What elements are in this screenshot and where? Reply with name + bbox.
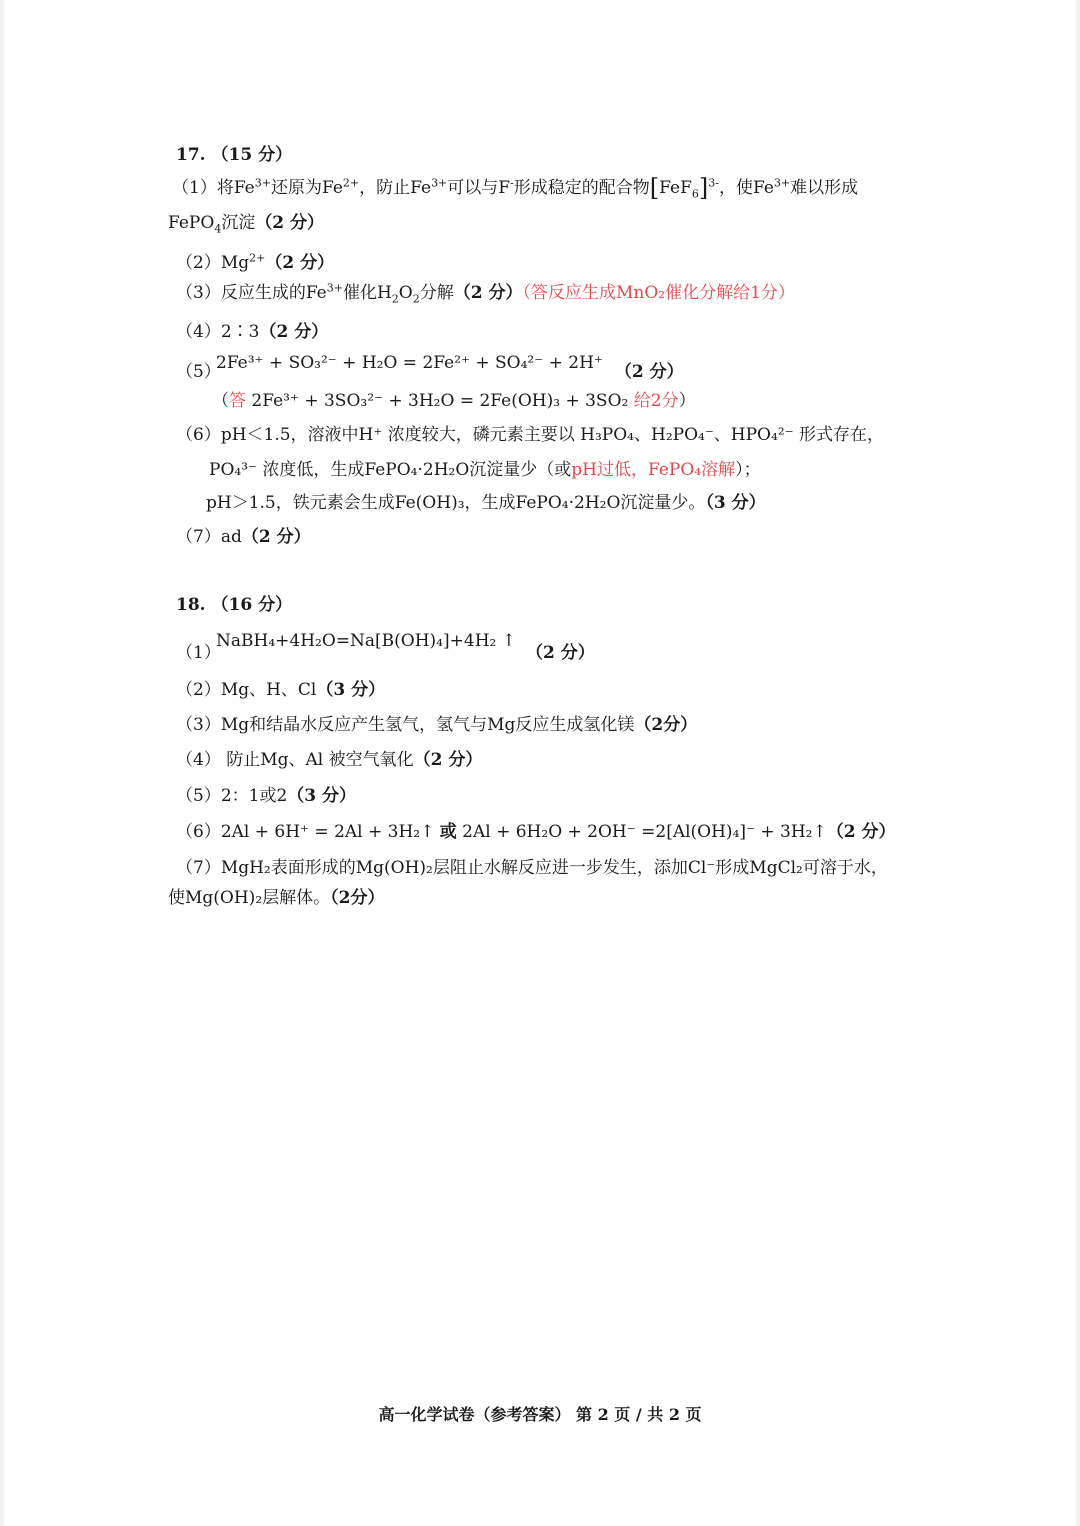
q17-header: 17. （15 分）: [176, 145, 293, 165]
q18-a2-score: （3 分）: [316, 680, 386, 700]
q17-a3-grading-note: （答反应生成MnO₂催化分解给1分）: [522, 283, 795, 303]
q17-a1-complex: FeF: [659, 178, 692, 198]
q17-a3-sub: 2: [412, 292, 420, 306]
q17-a4-text: （4）2∶3: [176, 322, 260, 342]
q17-answer-2: [176, 252, 334, 274]
q17-a6-text: pH＞1.5，铁元素会生成Fe(OH)₃，生成FePO₄·2H₂O沉淀量少。: [206, 493, 706, 513]
q18-a2-text: （2）Mg、H、Cl: [176, 680, 317, 700]
q17-answer-5-equation: [216, 352, 684, 382]
q17-a4-score: （2 分）: [259, 322, 329, 342]
q17-answer-6-line2: [209, 459, 761, 481]
q17-a3-sub: 2: [391, 292, 399, 306]
q18-answer-5: [176, 785, 356, 807]
q17-a3-text: 分解: [419, 283, 454, 303]
q18-answer-2: [176, 679, 385, 701]
q17-a2-sup: 2+: [249, 251, 266, 265]
q18-answer-6: [176, 821, 896, 843]
q18-answer-3: [176, 714, 697, 736]
q17-a1-text: ，防止Fe: [359, 178, 432, 198]
q18-header: 18. （16 分）: [176, 595, 293, 615]
q18-answer-7-line2: [168, 887, 384, 909]
q18-a6-score: （2 分）: [826, 822, 896, 842]
q17-a1-text: ，使Fe: [719, 178, 774, 198]
q17-a6-grading-note: pH过低，FePO₄溶解: [571, 460, 736, 480]
q17-a1-sup: 3+: [773, 176, 791, 190]
q17-answer-7: [176, 526, 311, 548]
q18-a7-text: 使Mg(OH)₂层解体。: [168, 888, 331, 908]
q17-a1-sup: -: [510, 176, 514, 190]
q18-answer-4: [176, 749, 482, 771]
q17-answer-4: [176, 321, 328, 343]
q17-answer-1-line2: [168, 212, 324, 234]
q18-a6-equation: （6）2Al + 6H⁺ = 2Al + 3H₂↑: [176, 822, 440, 842]
q17-a1-sub: 6: [691, 187, 699, 201]
q17-a1-text: 可以与F: [447, 178, 511, 198]
q18-a1-score: （2 分）: [525, 643, 595, 663]
q18-a3-score: （2分）: [634, 715, 698, 735]
q17-a1-sup: 3-: [708, 176, 719, 190]
q18-a4-score: （2 分）: [413, 750, 483, 770]
q17-answer-5-alternative: [212, 390, 696, 412]
q17-a5-alt-text: （: [212, 391, 229, 411]
answer-sheet-page: [4, 0, 1076, 1526]
q17-a3-score: （2 分）: [453, 283, 523, 303]
q17-a1-sup: 3+: [431, 176, 448, 190]
q17-a1-text: 沉淀: [221, 213, 256, 233]
q17-a3-text: （3）反应生成的Fe: [176, 283, 327, 303]
q17-answer-6-line3: [206, 492, 766, 514]
q18-a7-score: （2分）: [330, 888, 385, 908]
q17-a2-score: （2 分）: [265, 253, 335, 273]
q17-answer-1-line1: （1）将$Fe^{3+}$还原为$Fe^{2+}$，防止$Fe^{3+}$可以与F-形成稳定的配合物$[FeF_6]^{3-}$，使$Fe^{3+}$难以形成: [172, 174, 859, 202]
q18-a1-equation: NaBH₄+4H₂O=Na[B(OH)₄]+4H₂ ↑: [216, 631, 516, 651]
q17-a1-sub: 4: [214, 222, 222, 236]
q17-a6-score: （3 分）: [705, 493, 766, 513]
q17-a1-text: 还原为Fe: [270, 178, 343, 198]
q18-answer-1: [216, 630, 595, 663]
q17-a5-alt-equation: 2Fe³⁺ + 3SO₃²⁻ + 3H₂O = 2Fe(OH)₃ + 3SO₂: [246, 391, 634, 411]
q17-a5-alt-text: ）: [678, 391, 696, 411]
q17-a1-score: （2 分）: [255, 213, 325, 233]
q18-answer-1-label: （1）: [176, 643, 221, 663]
q17-a5-alt-note: 给2分: [633, 391, 679, 411]
q17-a7-score: （2 分）: [241, 527, 311, 547]
q17-a5-alt-note: 答: [229, 391, 246, 411]
q17-a6-text: PO₄³⁻ 浓度低，生成FePO₄·2H₂O沉淀量少（或: [209, 460, 572, 480]
q17-a7-text: （7）ad: [176, 527, 242, 547]
q17-a1-text: （1）将Fe: [172, 178, 255, 198]
q18-a5-text: （5）2：1或2: [176, 786, 288, 806]
page-footer: 高一化学试卷（参考答案） 第 2 页 / 共 2 页: [378, 1405, 702, 1424]
q17-a5-score: （2 分）: [614, 362, 684, 382]
q17-answer-6-line1: （6）pH＜1.5，溶液中H⁺ 浓度较大，磷元素主要以 H₃PO₄、H₂PO₄⁻、HPO₄²⁻ 形式存在，: [176, 425, 885, 445]
q18-a5-score: （3 分）: [287, 786, 357, 806]
q17-a3-text: 催化H: [342, 283, 392, 303]
q18-answer-7-line1: （7）MgH₂表面形成的Mg(OH)₂层阻止水解反应进一步发生，添加Cl⁻形成MgCl₂可溶于水，: [176, 858, 888, 878]
q17-a1-text: 难以形成: [790, 178, 859, 198]
q17-answer-3: [176, 282, 795, 304]
q17-a1-text: FePO: [168, 213, 215, 233]
q17-a3-sup: 3+: [326, 281, 343, 295]
q17-a1-text: 形成稳定的配合物: [513, 178, 650, 198]
q17-a2-text: （2）Mg: [176, 253, 250, 273]
q18-a6-or: 或: [439, 822, 457, 842]
q18-a6-equation: 2Al + 6H₂O + 2OH⁻ =2[Al(OH)₄]⁻ + 3H₂↑: [456, 822, 827, 842]
q18-a4-text: （4） 防止Mg、Al 被空气氧化: [176, 750, 414, 770]
q17-a1-sup: 2+: [342, 176, 360, 190]
q17-a3-text: O: [398, 283, 413, 303]
q17-a6-text: ）；: [735, 460, 761, 480]
q18-a3-text: （3）Mg和结晶水反应产生氢气，氢气与Mg反应生成氢化镁: [176, 715, 635, 735]
q17-a1-sup: 3+: [254, 176, 271, 190]
q17-a5-equation: 2Fe³⁺ + SO₃²⁻ + H₂O = 2Fe²⁺ + SO₄²⁻ + 2H⁺: [216, 353, 603, 373]
q17-answer-5-label: （5）: [176, 362, 221, 382]
